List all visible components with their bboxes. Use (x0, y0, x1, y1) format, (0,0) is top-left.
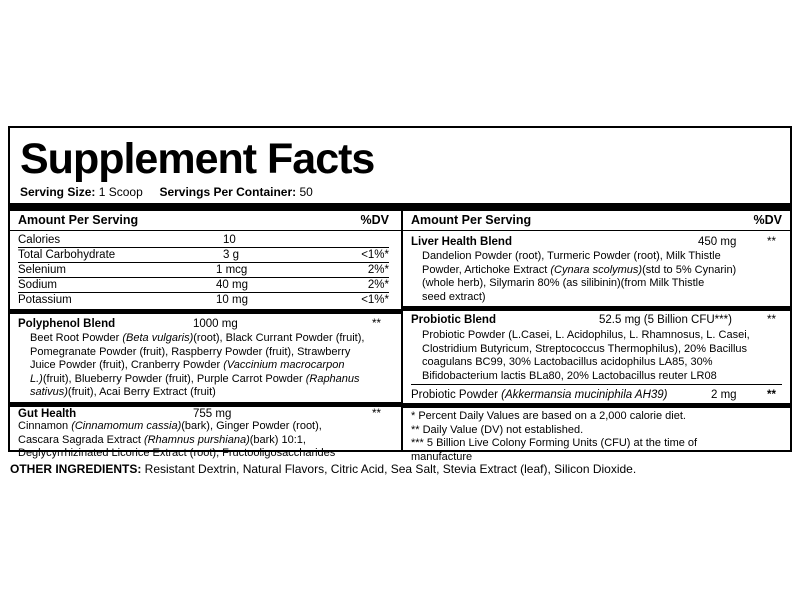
blend-amount: 450 mg (698, 236, 737, 248)
row-rule (411, 384, 782, 385)
left-header-dv: %DV (360, 213, 389, 227)
footnotes (411, 410, 782, 464)
blend-name: Gut Health (18, 408, 77, 420)
footnote: ** Daily Value (DV) not established. (411, 423, 584, 436)
right-header (403, 211, 790, 231)
akk-name-italic: (Akkermansia muciniphila AH39) (501, 389, 668, 401)
left-column (10, 211, 401, 459)
nutrient-name: Total Carbohydrate (18, 249, 116, 261)
blend-dv: ** (372, 318, 381, 330)
nutrient-name: Sodium (18, 279, 57, 291)
section-thick-rule (10, 309, 401, 314)
row-rule (18, 262, 389, 263)
nutrient-name: Selenium (18, 264, 66, 276)
footnote: manufacture (411, 450, 473, 463)
serving-size-label: Serving Size: (20, 185, 96, 199)
gut-health-ingredients: Cinnamon (Cinnamomum cassia)(bark), Ginger Powder (root), Cascara Sagrada Extract (Rhamnus purshiana)(bark) 10:1, Deglycyrrhizinated Licorice Extract (root), Fructooligosaccharides (18, 420, 336, 459)
nutrient-dv: 2%* (367, 279, 389, 291)
right-column (403, 211, 790, 463)
blend-amount: 1000 mg (193, 318, 238, 330)
servings-per-container-value: 50 (299, 185, 313, 199)
left-header (10, 211, 401, 231)
blend-dv: ** (767, 314, 776, 326)
polyphenol-blend (18, 318, 389, 332)
akk-name: Probiotic Powder (411, 389, 502, 401)
probiotic-blend (411, 314, 782, 328)
serving-size-value: 1 Scoop (98, 185, 143, 199)
right-header-amount: Amount Per Serving (411, 213, 532, 227)
section-thick-rule (10, 402, 401, 407)
other-ingredients-text: Resistant Dextrin, Natural Flavors, Citric Acid, Sea Salt, Stevia Extract (leaf), Silicon Dioxide. (141, 462, 637, 476)
panel-title: Supplement Facts (20, 135, 375, 183)
footnote: * Percent Daily Values are based on a 2,000 calorie diet. (411, 410, 686, 422)
section-thick-rule (403, 403, 790, 408)
blend-amount: 52.5 mg (5 Billion CFU***) (599, 314, 732, 326)
row-rule (18, 292, 389, 293)
nutrient-amount: 40 mg (216, 279, 248, 291)
liver-health-ingredients: Dandelion Powder (root), Turmeric Powder (root), Milk Thistle Powder, Artichoke Extract (Cynara scolymus)(std to 5% Cynarin) (whole herb), Silymarin 80% (as silibinin)(from Milk Thistle seed extract) (422, 250, 737, 303)
nutrient-name: Potassium (18, 294, 72, 306)
blend-name: Liver Health Blend (411, 236, 512, 248)
servings-per-container-label: Servings Per Container: (159, 185, 297, 199)
nutrient-amount: 1 mcg (216, 264, 248, 276)
supplement-facts-panel (8, 126, 792, 463)
other-ingredients (10, 462, 636, 476)
nutrient-amount: 10 (223, 234, 236, 246)
liver-health-blend (411, 236, 782, 250)
blend-name: Polyphenol Blend (18, 318, 116, 330)
other-ingredients-label: OTHER INGREDIENTS: (10, 462, 142, 476)
polyphenol-ingredients: Beet Root Powder (Beta vulgaris)(root), Black Currant Powder (fruit), Pomegranate Powder (fruit), Raspberry Powder (fruit), Strawberry Juice Powder (fruit), Cranberry Powder (Vaccinium macrocarpon L.)(fruit), Blueberry Powder (fruit), Purple Carrot Powder (Raphanus sativus)(fruit), Acai Berry Extract (fruit) (30, 332, 365, 398)
serving-info (20, 185, 313, 199)
probiotic-ingredients: Probiotic Powder (L.Casei, L. Acidophilus, L. Rhamnosus, L. Casei, Clostridium Butyricum, Streptococcus Thermophilus), 20% Bacillus coagulans BC99, 30% Lactobacillus acidophilus LA85, 30% Bifidobacterium lactis BLa80, 20% Lactobacillus reuter LR08 (422, 329, 750, 382)
nutrient-dv: 2%* (367, 264, 389, 276)
akk-dv: ** (767, 389, 776, 401)
akkermansia-row (411, 389, 782, 403)
row-rule (18, 277, 389, 278)
nutrient-dv: <1%* (361, 294, 389, 306)
nutrient-dv: <1%* (361, 249, 389, 261)
top-thick-rule (10, 203, 790, 211)
blend-dv: ** (372, 408, 381, 420)
nutrient-amount: 10 mg (216, 294, 248, 306)
left-header-amount: Amount Per Serving (18, 213, 139, 227)
footnote: *** 5 Billion Live Colony Forming Units (CFU) at the time of (411, 437, 698, 449)
blend-name: Probiotic Blend (411, 314, 496, 326)
blend-amount: 755 mg (193, 408, 232, 420)
right-header-dv: %DV (753, 213, 782, 227)
section-thick-rule (403, 306, 790, 311)
blend-dv: ** (767, 236, 776, 248)
akk-amount: 2 mg (711, 389, 737, 401)
nutrient-amount: 3 g (223, 249, 239, 261)
nutrient-name: Calories (18, 234, 61, 246)
